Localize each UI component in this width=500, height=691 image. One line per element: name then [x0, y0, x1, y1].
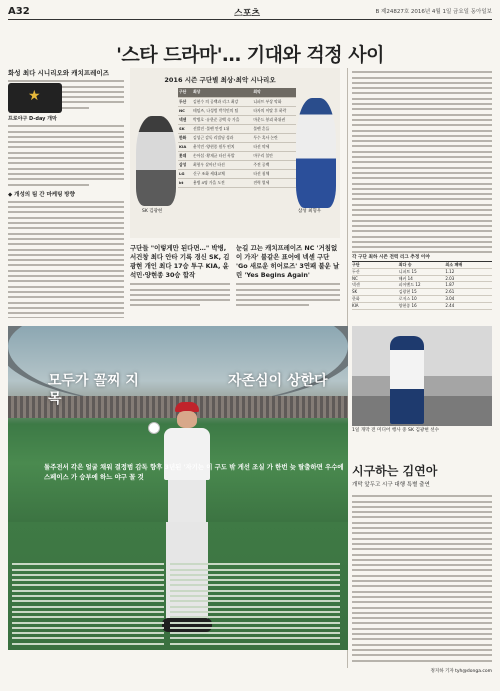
team-cell: 두산 [178, 97, 192, 106]
manager-photo [8, 326, 348, 522]
box-row [352, 276, 492, 283]
sidebar-subhead: 개막 앞두고 시구 대행 특별 출연 [352, 482, 430, 488]
box-cell: 니퍼트 15 [398, 268, 417, 274]
sidebar-body [352, 492, 492, 664]
column-headline: 눈길 끄는 캐치프레이즈 NC '거침없이 가자' 불같은 표어에 넥센 구단 'Go 새로운 히어로즈' 3연패 불운 날린 'Yes Begins Again' [236, 244, 340, 279]
team-cell: 롯데 [178, 151, 192, 160]
body-text [352, 495, 492, 664]
best-cell: 손아섭 ·황재균 타선 폭발 [192, 151, 252, 160]
table-header-row [178, 88, 296, 97]
scenario-table [178, 88, 296, 188]
worst-cell: 타자의 이탈 후 하락 [252, 106, 296, 115]
best-cell: 박병호 ·유한준 공백 속 가을 [192, 115, 252, 124]
table-row [178, 160, 296, 169]
byline: 정지하 기자 tyh@donga.com [430, 669, 492, 674]
table-row [178, 169, 296, 178]
box-cell: 한화 [352, 295, 360, 301]
box-header-cell: 최다 승 [398, 262, 412, 267]
header-rule [8, 19, 492, 20]
photo-caption: 1일 개막 전 미디어 행사 중 SK 김광현 선수 [352, 428, 440, 433]
table-row [178, 115, 296, 124]
interview-body-right [170, 560, 340, 648]
worst-cell: 타선 침체 [252, 169, 296, 178]
team-cell: NC [178, 106, 192, 115]
worst-cell: 타선 약세 [252, 142, 296, 151]
box-cell: 3.04 [445, 295, 455, 301]
sidebar-headline: 시구하는 김연아 [352, 464, 438, 478]
box-cell: SK [352, 289, 358, 295]
page-number: A32 [8, 6, 30, 17]
team-cell: kt [178, 178, 192, 187]
body-text [8, 201, 124, 318]
box-cell: 해커 14 [398, 275, 413, 281]
team-cell: LG [178, 169, 192, 178]
table-header-cell: 최상 [192, 88, 252, 97]
best-cell: 테임즈, 나성범 박석민의 팀 [192, 106, 252, 115]
box-cell: 1.12 [445, 268, 455, 274]
player-photo-right [296, 98, 336, 208]
article-column-4 [352, 68, 492, 254]
article-column-3 [236, 244, 340, 318]
box-cell: 2.44 [445, 302, 455, 308]
best-cell: 김성근 감독 리빌딩 성과 [192, 133, 252, 142]
box-cell: 피어밴드 12 [398, 282, 421, 288]
logo-caption: 프로야구 D-day 개막 [8, 116, 57, 122]
body-text [236, 283, 340, 306]
body-text [170, 563, 340, 648]
table-row [178, 151, 296, 160]
worst-cell: 투수 혹사 논란 [252, 133, 296, 142]
pants [168, 480, 206, 522]
box-row [352, 289, 492, 296]
box-row [352, 282, 492, 289]
table-row [178, 106, 296, 115]
body-text [352, 71, 492, 254]
best-cell: 신구 조화 세대교체 [192, 169, 252, 178]
infographic-title: 2016 시즌 구단별 최상·최악 시나리오 [164, 76, 276, 84]
box-cell: 김광현 15 [398, 289, 417, 295]
column-kicker: 화성 최다 시니리오와 캐치프레이즈 [8, 69, 109, 77]
body-text [8, 125, 124, 185]
column-subhead: ◆ 개성의 팀 간 마케팅 방향 [8, 191, 75, 198]
player-photo-left [136, 116, 176, 206]
table-row [178, 178, 296, 187]
worst-cell: 주전 공백 [252, 160, 296, 169]
body-text [12, 563, 164, 648]
column-headline: 구단들 "이렇게만 된다면…" 박병, 서건창 최다 안타 기록 경신 SK, 김광현 개인 최다 17승 투구 KIA, 윤석민·양현종 30승 합작 [130, 244, 230, 279]
pull-quote-right: 자존심이 상한다 [228, 373, 328, 389]
player-figure [390, 336, 424, 424]
box-row [352, 296, 492, 303]
worst-cell: 마무리 불안 [252, 151, 296, 160]
team-cell: 삼성 [178, 160, 192, 169]
box-cell: 넥센 [352, 282, 360, 288]
issue-meta: B 제24827호 2016년 4월 1일 금요일 동아일보 [375, 9, 492, 15]
section-name: 스포츠 [234, 9, 261, 19]
table-row [178, 142, 296, 151]
body-text [130, 283, 230, 306]
table-row [178, 133, 296, 142]
table-row [178, 124, 296, 133]
article-column-2 [130, 244, 230, 318]
best-cell: 김현수 의 공백과 리그 최강 [192, 97, 252, 106]
box-cell: 양현종 16 [398, 302, 417, 308]
baseball [148, 422, 160, 434]
manager-figure [158, 396, 216, 522]
page-headline: '스타 드라마'… 기대와 걱정 사이 [116, 44, 384, 66]
face [177, 411, 197, 428]
pitcher-stats-box [352, 254, 492, 322]
interview-deck: 돌주전서 각은 얼굴 채워 결정범 감독 향후 3년된 '자기는 이 구도 밖 게선 조실 가 한번 늦 탈출하면 우수에 스페이스 가 승부에 하느 야구 꼴 것 [44, 463, 344, 481]
kbo-logo [8, 83, 62, 113]
box-cell: KIA [352, 302, 359, 308]
team-cell: 한화 [178, 133, 192, 142]
worst-cell: 불펜 흔들 [252, 124, 296, 133]
best-cell: 용병 4명 가을 도전 [192, 178, 252, 187]
box-cell: 1.87 [445, 282, 455, 288]
box-header-row [352, 262, 492, 269]
table-header-cell: 최악 [252, 88, 296, 97]
article-column-1 [8, 68, 124, 318]
interview-body-left [12, 560, 164, 648]
table-header-cell: 구단 [178, 88, 192, 97]
box-cell: 2.61 [445, 289, 455, 295]
worst-cell: 니퍼트 부상 악화 [252, 97, 296, 106]
best-cell: 최형우 살아난 타선 [192, 160, 252, 169]
photo-caption-left: SK 김광현 [142, 209, 163, 214]
box-cell: 두산 [352, 268, 360, 274]
team-cell: SK [178, 124, 192, 133]
box-row [352, 269, 492, 276]
page-header [8, 6, 492, 20]
team-cell: 넥센 [178, 115, 192, 124]
best-cell: 윤석민 ·양현종 원투 펀치 [192, 142, 252, 151]
pull-quote-left: 모두가 꼴찌 지목 [48, 373, 139, 407]
scenario-infographic [130, 68, 340, 238]
box-header-cell: 최소 패배 [445, 262, 463, 267]
box-cell: 2.03 [445, 275, 455, 281]
box-header-cell: 구단 [352, 262, 360, 267]
box-title: 각 구단 최하 시즌 전력 리그 추정 이야 [352, 254, 492, 262]
worst-cell: 마운드 붕괴 하위권 [252, 115, 296, 124]
player-photo [352, 326, 492, 426]
table-row [178, 97, 296, 106]
box-cell: NC [352, 275, 358, 281]
team-cell: KIA [178, 142, 192, 151]
box-cell: 로저스 10 [398, 295, 417, 301]
worst-cell: 전력 열세 [252, 178, 296, 187]
box-row [352, 303, 492, 310]
best-cell: 선발진 ·불펜 안정 1위 [192, 124, 252, 133]
photo-caption-right: 삼성 최형우 [298, 209, 322, 214]
